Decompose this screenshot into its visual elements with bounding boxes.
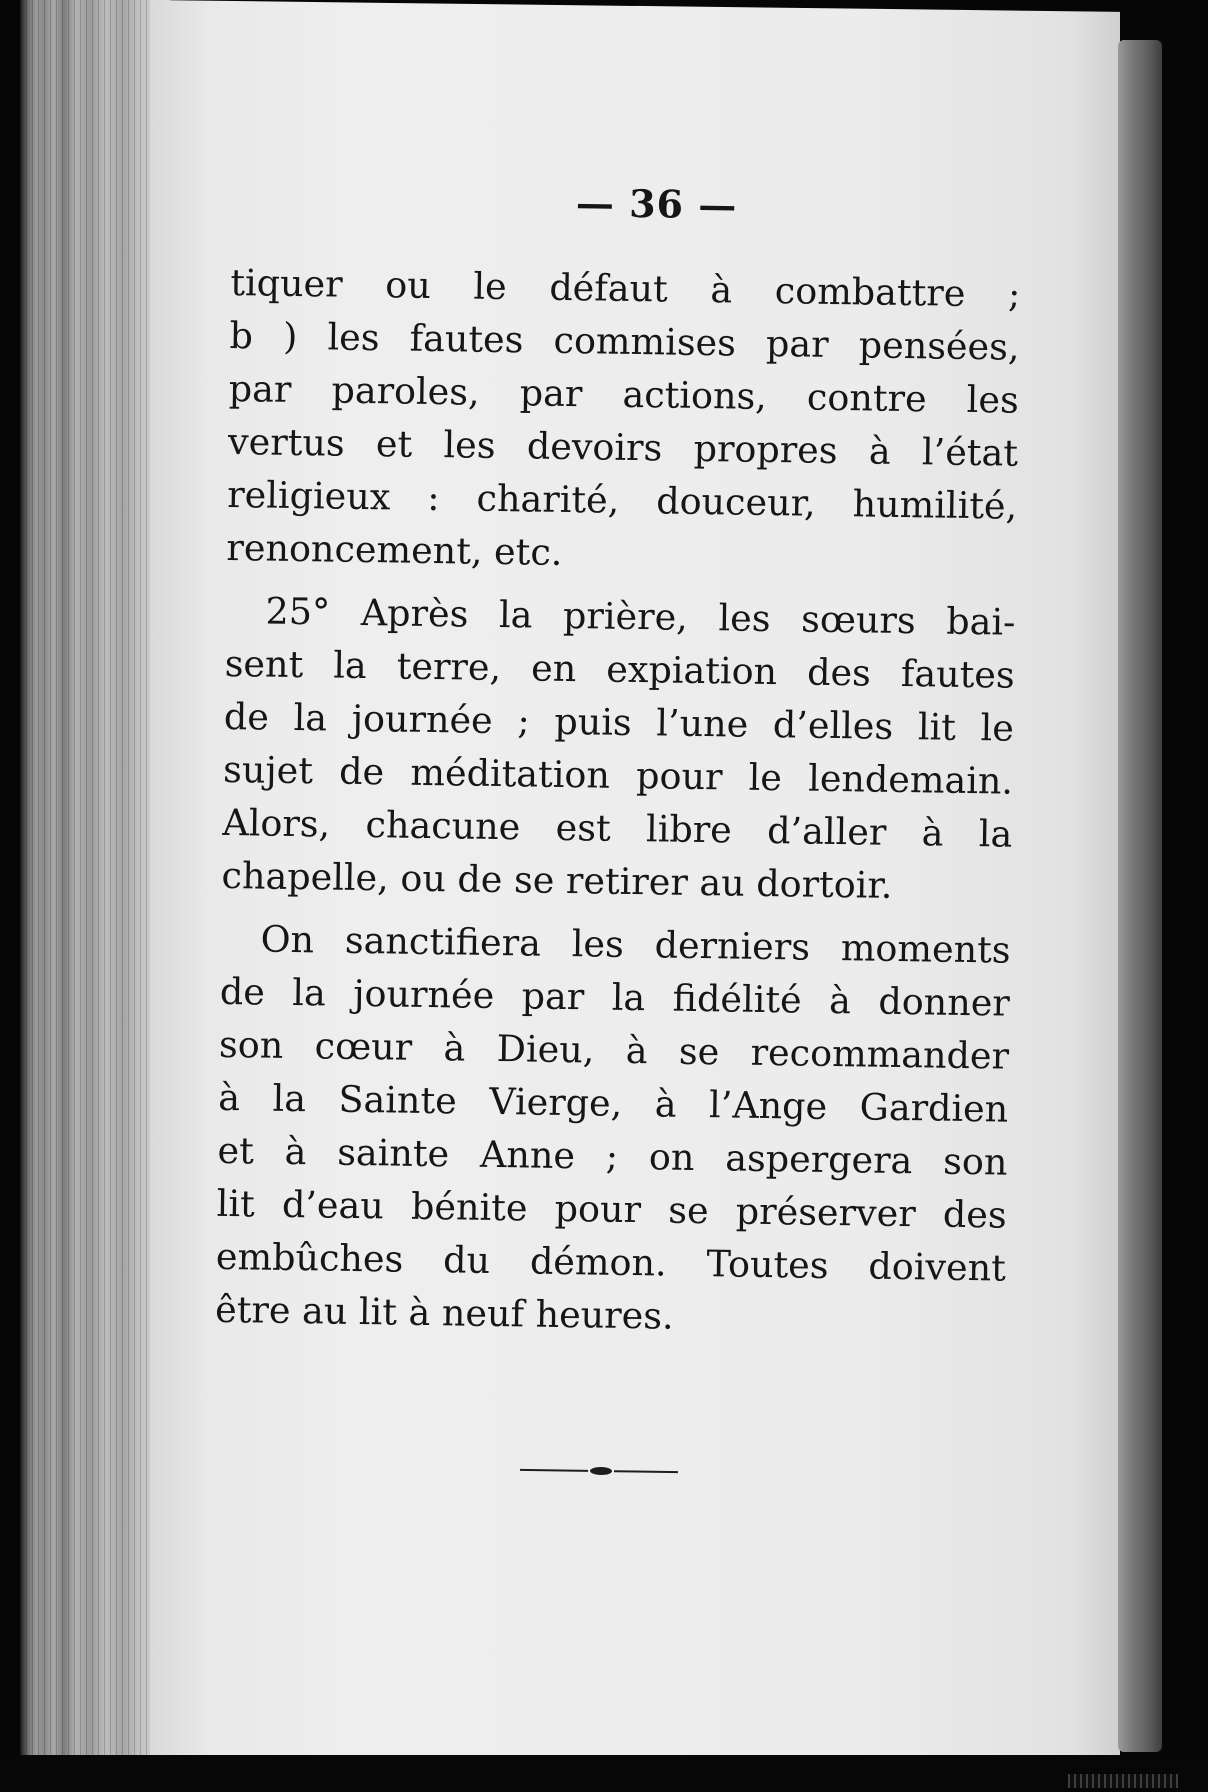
text-line: lit d’eau bénite pour se préserver des [216,1181,1007,1237]
text-line: chapelle, ou de se retirer au dortoir. [221,853,893,907]
text-line: renoncement, etc. [226,525,563,574]
text-line: son cœur à Dieu, à se recommander [218,1022,1010,1078]
text-line: à la Sainte Vierge, à l’Ange Gardien [217,1075,1009,1131]
book-binding-edge [1118,40,1162,1752]
text-line: religieux : charité, douceur, humilité, [226,472,1018,528]
text-line: On sanctifiera les derniers moments [260,917,1011,972]
text-line: de la journée par la fidélité à donner [219,969,1011,1025]
text-line: sujet de méditation pour le lendemain. [222,747,1014,803]
ornament-rule-left [520,1469,588,1472]
text-line: Alors, chacune est libre d’aller à la [222,800,1013,856]
end-ornament [520,1464,680,1478]
text-line: par paroles, par actions, contre les [228,366,1020,422]
text-line: tiquer ou le défaut à combattre ; [230,260,1021,316]
scan-bottom-border [0,1755,1208,1792]
text-line: vertus et les devoirs propres à l’état [227,419,1019,475]
page-edges [20,0,170,1760]
text-line: être au lit à neuf heures. [214,1287,674,1338]
text-line: de la journée ; puis l’une d’elles lit le [223,694,1015,750]
text-line: sent la terre, en expiation des fautes [224,641,1015,697]
page-text [215,175,1022,1348]
ornament-center [590,1467,612,1475]
ruler-mark [1068,1774,1178,1788]
text-line: embûches du démon. Toutes doivent [215,1234,1007,1290]
text-line: et à sainte Anne ; on aspergera son [217,1128,1008,1184]
ornament-rule-right [614,1470,678,1473]
text-line: 25° Après la prière, les sœurs bai- [265,589,1016,644]
page-number: — 36 — [575,180,738,228]
text-line: b ) les fautes commises par pensées, [229,313,1020,369]
